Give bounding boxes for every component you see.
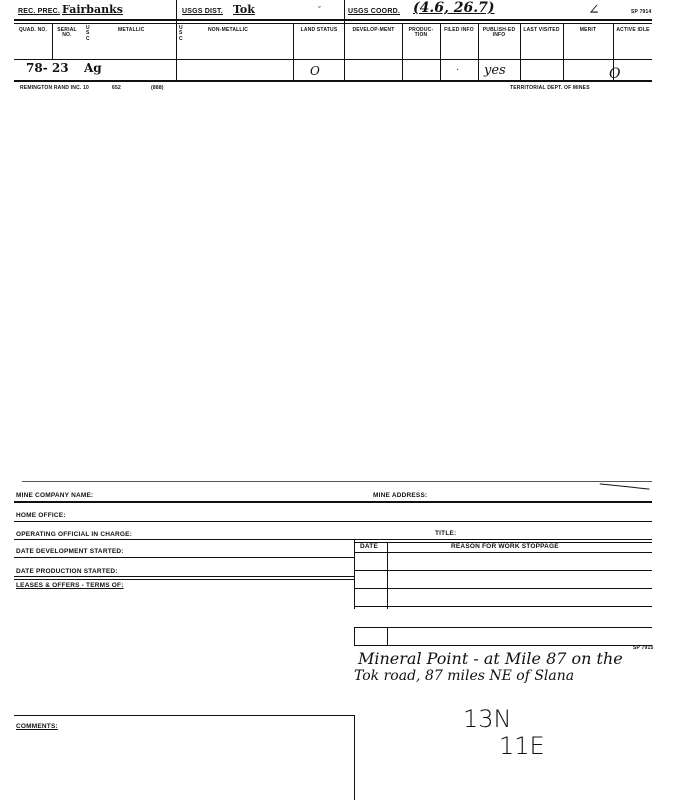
usgs-dist-value: Tok (233, 3, 255, 16)
operating-official-label: OPERATING OFFICIAL IN CHARGE: (16, 531, 133, 538)
active-idle-value: O (609, 66, 621, 82)
metallic-value: Ag (84, 61, 102, 75)
mine-company-label: MINE COMPANY NAME: (16, 492, 94, 499)
date-development-label: DATE DEVELOPMENT STARTED: (16, 548, 124, 555)
production-header: PRODUC-TION (408, 27, 434, 38)
printer-code-1: 652 (112, 85, 121, 91)
merit-header: MERIT (579, 27, 597, 33)
usc-metallic-header: U S C (86, 25, 90, 42)
scribble-mark (600, 475, 651, 489)
rule (354, 570, 652, 571)
rule (354, 627, 652, 628)
range-note: 11E (499, 732, 545, 760)
rule (14, 80, 652, 82)
rule (354, 606, 652, 607)
mark-value: ∠ (588, 2, 600, 18)
quad-serial-value: 78- 23 (26, 61, 69, 75)
rule (354, 645, 652, 646)
filed-info-value: · (456, 64, 460, 75)
published-info-value: yes (484, 63, 506, 78)
divider (354, 715, 355, 800)
divider (176, 0, 177, 80)
township-note: 13N (463, 705, 512, 733)
date-production-label: DATE PRODUCTION STARTED: (16, 568, 118, 575)
land-status-header: LAND STATUS (300, 27, 338, 33)
form-number: SP 7914 (631, 9, 652, 15)
title-label: TITLE: (435, 530, 457, 537)
usgs-dist-label: USGS DIST. (182, 8, 223, 15)
rule (14, 539, 652, 540)
metallic-header: METALLIC (118, 27, 145, 33)
published-info-header: PUBLISH-ED INFO (482, 27, 516, 38)
divider (344, 0, 345, 80)
rule (14, 521, 652, 522)
printer-label: REMINGTON RAND INC. 10 (20, 85, 90, 91)
leases-offers-label: LEASES & OFFERS - TERMS OF: (16, 582, 124, 589)
rule (14, 579, 354, 580)
usgs-coord-value: (4.6, 26.7) (413, 0, 495, 16)
land-status-value: O (310, 64, 320, 78)
back-form-number: SP 7915 (633, 645, 654, 651)
rule (14, 59, 652, 60)
rule (14, 501, 652, 503)
filed-info-header: FILED INFO (444, 27, 474, 33)
checkmark-icon: ˇ (318, 5, 321, 15)
rec-prec-label: REC. PREC. (18, 8, 61, 15)
note-line-1: Mineral Point - at Mile 87 on the (358, 649, 623, 668)
printer-code-2: (888) (151, 85, 164, 91)
divider (387, 627, 388, 645)
rule (14, 715, 354, 716)
divider (387, 542, 388, 609)
usc-nonmetallic-header: U S C (179, 25, 183, 42)
home-office-label: HOME OFFICE: (16, 512, 66, 519)
comments-label: COMMENTS: (16, 723, 58, 730)
serial-no-header: SERIAL NO. (57, 27, 77, 38)
rule (14, 576, 354, 577)
rule (14, 23, 652, 24)
rule (14, 19, 652, 21)
development-header: DEVELOP-MENT (352, 27, 395, 33)
non-metallic-header: NON-METALLIC (208, 27, 249, 33)
note-line-2: Tok road, 87 miles NE of Slana (354, 668, 575, 684)
date-column-label: DATE (360, 543, 379, 550)
rule (14, 557, 354, 558)
divider (354, 539, 355, 609)
quad-no-header: QUAD. NO. (18, 27, 48, 33)
rule (22, 481, 652, 482)
reason-stoppage-label: REASON FOR WORK STOPPAGE (451, 543, 559, 550)
last-visited-header: LAST VISITED (523, 27, 560, 33)
divider (293, 23, 294, 80)
mine-address-label: MINE ADDRESS: (373, 492, 428, 499)
usgs-coord-label: USGS COORD. (348, 8, 400, 15)
rule (354, 588, 652, 589)
active-idle-header: ACTIVE IDLE (616, 27, 650, 33)
department-label: TERRITORIAL DEPT. OF MINES (510, 85, 590, 91)
rule (354, 552, 652, 553)
rec-prec-value: Fairbanks (62, 3, 123, 16)
divider (354, 627, 355, 645)
